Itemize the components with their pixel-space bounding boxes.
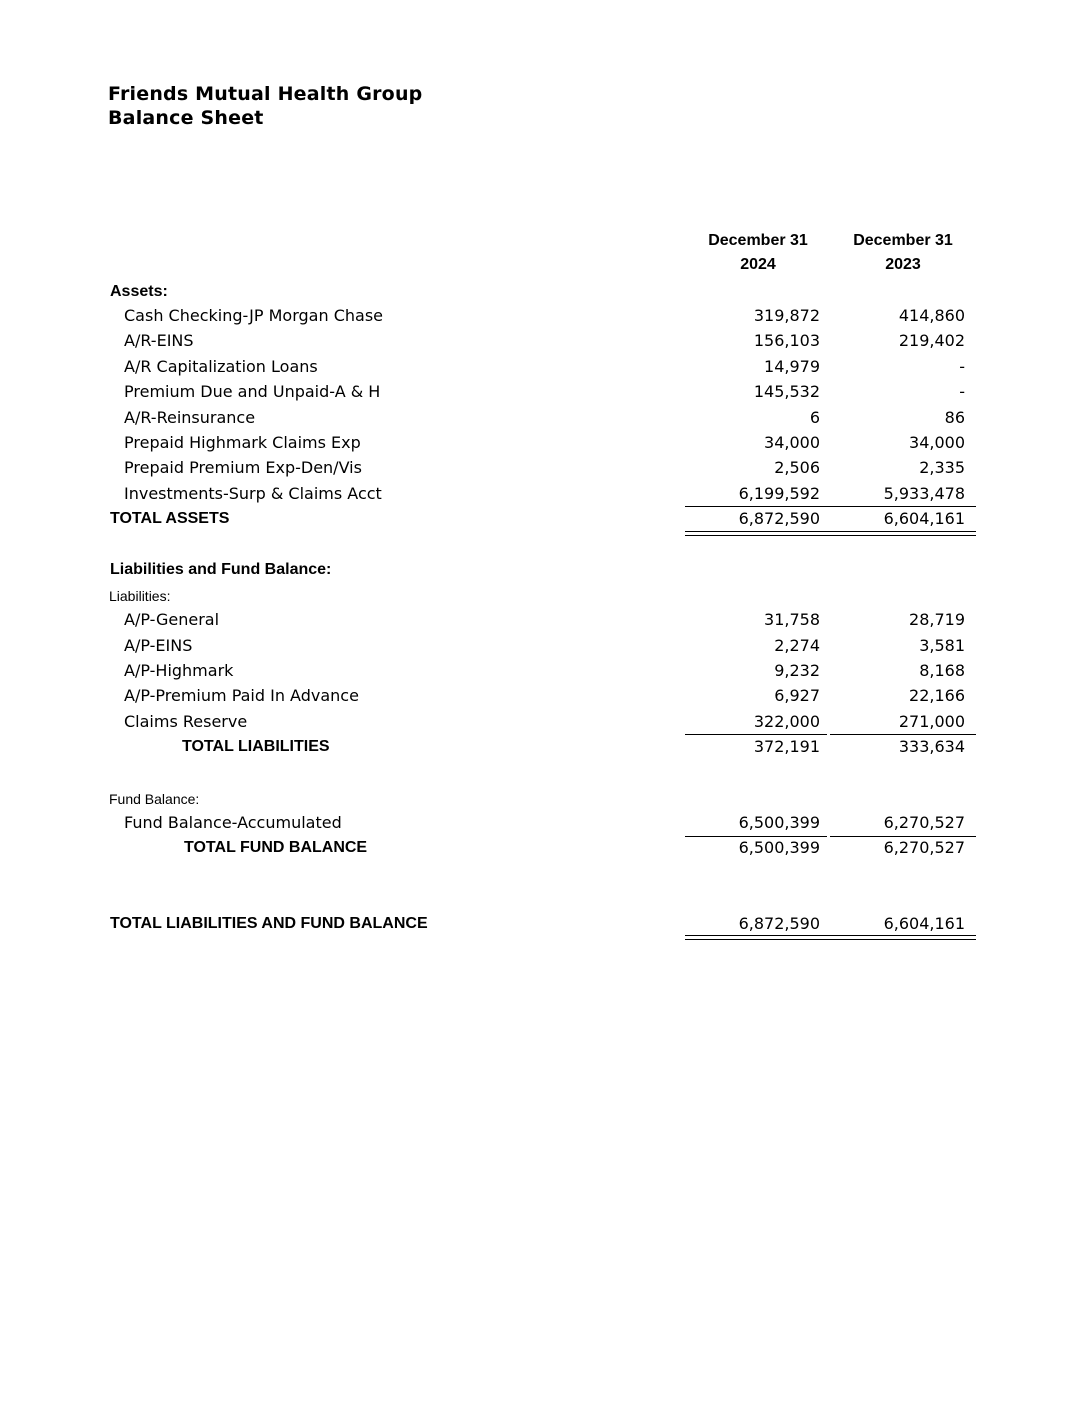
value-2024: 2,506 [774, 458, 820, 477]
line-item-label: Prepaid Highmark Claims Exp [124, 433, 361, 452]
table-row [0, 457, 1088, 481]
value-2024: 6,500,399 [738, 838, 820, 857]
table-row [0, 635, 1088, 659]
value-2023: 2,335 [919, 458, 965, 477]
value-2023: 414,860 [898, 306, 965, 325]
total-fund-row [0, 837, 1088, 861]
section-heading: Assets: [110, 283, 168, 300]
value-2023: 8,168 [919, 661, 965, 680]
value-2024: 34,000 [764, 433, 820, 452]
value-2023: 6,270,527 [883, 838, 965, 857]
value-2024: 9,232 [774, 661, 820, 680]
subtotal-rule-2024 [685, 734, 827, 735]
total-liabilities-row [0, 736, 1088, 760]
value-2023: 28,719 [909, 610, 965, 629]
fund-subheading-row [0, 788, 1088, 812]
value-2023: - [959, 357, 965, 376]
value-2024: 31,758 [764, 610, 820, 629]
value-2024: 372,191 [753, 737, 820, 756]
value-2024: 6,872,590 [738, 914, 820, 933]
value-2023: 219,402 [898, 331, 965, 350]
value-2024: 14,979 [764, 357, 820, 376]
line-item-label: A/R-EINS [124, 331, 194, 350]
assets-heading-row [0, 281, 1088, 305]
double-rule-top [685, 935, 976, 936]
table-row [0, 685, 1088, 709]
value-2024: 6,500,399 [738, 813, 820, 832]
table-row [0, 356, 1088, 380]
table-row [0, 711, 1088, 735]
column-header-2023 [833, 229, 973, 277]
line-item-label: A/R-Reinsurance [124, 408, 256, 427]
line-item-label: A/P-EINS [124, 636, 193, 655]
table-row [0, 812, 1088, 836]
total-label: TOTAL LIABILITIES [182, 738, 330, 755]
value-2024: 6,872,590 [738, 509, 820, 528]
table-row [0, 483, 1088, 507]
table-row [0, 407, 1088, 431]
value-2023: 333,634 [898, 737, 965, 756]
value-2023: 6,604,161 [883, 509, 965, 528]
value-2024: 2,274 [774, 636, 820, 655]
line-item-label: Fund Balance-Accumulated [124, 813, 342, 832]
total-label: TOTAL LIABILITIES AND FUND BALANCE [110, 915, 428, 932]
subtotal-rule-2023 [830, 734, 976, 735]
line-item-label: Investments-Surp & Claims Acct [124, 484, 382, 503]
line-item-label: A/P-Highmark [124, 661, 234, 680]
line-item-label: A/R Capitalization Loans [124, 357, 318, 376]
value-2023: - [959, 382, 965, 401]
column-header-year: 2023 [885, 256, 921, 273]
total-assets-row [0, 508, 1088, 532]
value-2024: 6 [809, 408, 820, 427]
liabilities-heading-row [0, 559, 1088, 583]
table-row [0, 330, 1088, 354]
line-item-label: Premium Due and Unpaid-A & H [124, 382, 381, 401]
line-item-label: Claims Reserve [124, 712, 248, 731]
subsection-heading: Liabilities: [109, 588, 171, 604]
line-item-label: A/P-Premium Paid In Advance [124, 686, 359, 705]
value-2024: 6,199,592 [738, 484, 820, 503]
value-2024: 145,532 [753, 382, 820, 401]
double-rule-bottom [685, 535, 976, 536]
table-row [0, 305, 1088, 329]
value-2023: 34,000 [909, 433, 965, 452]
value-2023: 5,933,478 [883, 484, 965, 503]
double-rule-top [685, 531, 976, 532]
line-item-label: A/P-General [124, 610, 220, 629]
liabilities-subheading-row [0, 585, 1088, 609]
line-item-label: Cash Checking-JP Morgan Chase [124, 306, 383, 325]
grand-total-row [0, 913, 1088, 937]
value-2023: 6,270,527 [883, 813, 965, 832]
total-label: TOTAL FUND BALANCE [184, 839, 368, 856]
value-2023: 22,166 [909, 686, 965, 705]
value-2023: 3,581 [919, 636, 965, 655]
table-row [0, 381, 1088, 405]
value-2023: 86 [944, 408, 965, 427]
table-row [0, 432, 1088, 456]
table-row [0, 609, 1088, 633]
value-2023: 271,000 [898, 712, 965, 731]
section-heading: Liabilities and Fund Balance: [110, 561, 332, 578]
value-2024: 156,103 [753, 331, 820, 350]
subsection-heading: Fund Balance: [109, 791, 200, 807]
table-row [0, 660, 1088, 684]
column-header-2024 [688, 229, 828, 277]
subtotal-rule [685, 506, 976, 507]
value-2024: 6,927 [774, 686, 820, 705]
value-2023: 6,604,161 [883, 914, 965, 933]
column-header-month: December 31 [853, 232, 953, 249]
double-rule-bottom [685, 939, 976, 940]
total-label: TOTAL ASSETS [110, 510, 230, 527]
value-2024: 322,000 [753, 712, 820, 731]
value-2024: 319,872 [753, 306, 820, 325]
column-header-month: December 31 [708, 232, 808, 249]
column-header-year: 2024 [740, 256, 776, 273]
line-item-label: Prepaid Premium Exp-Den/Vis [124, 458, 362, 477]
report-title: Balance Sheet [108, 107, 264, 129]
company-name: Friends Mutual Health Group [108, 83, 423, 105]
